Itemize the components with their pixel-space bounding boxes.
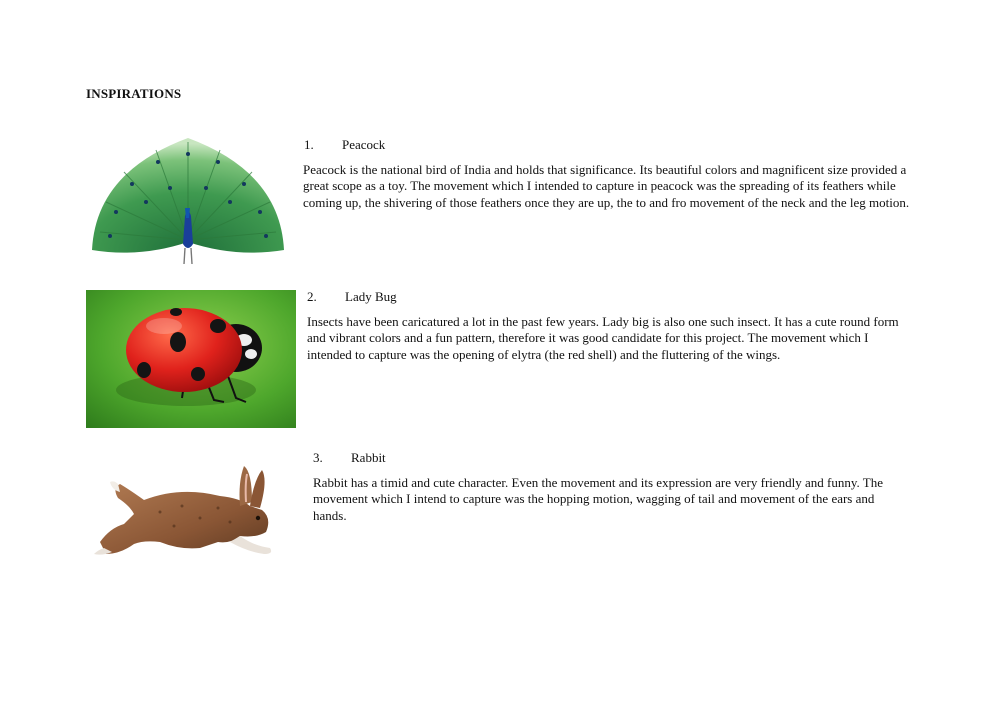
item-name: Peacock — [342, 137, 386, 152]
item-name: Lady Bug — [345, 289, 397, 304]
item-description: Rabbit has a timid and cute character. Even the movement and its expression are very friendly and funny. The movement which I intend to capture was the hopping motion, wagging of tail and movement of the ears and hands. — [313, 475, 884, 523]
item-heading — [304, 137, 385, 153]
ladybug-image — [86, 290, 296, 428]
item-number: 2. — [307, 289, 317, 304]
item-description: Insects have been caricatured a lot in the past few years. Lady big is also one such insect. It has a cute round form and vibrant colors and a fun pattern, therefore it was good candidate for this project. The movement which I intended to capture was the opening of elytra (the red shell) and the fluttering of the wings. — [307, 314, 899, 362]
item-name: Rabbit — [351, 450, 386, 465]
item-heading — [307, 289, 397, 305]
page-title: INSPIRATIONS — [86, 86, 182, 101]
peacock-image — [86, 132, 290, 266]
rabbit-image — [90, 462, 280, 558]
item-number: 3. — [313, 450, 323, 465]
item-description: Peacock is the national bird of India and holds that significance. Its beautiful colors and magnificent size provided a great scope as a toy. The movement which I intended to capture in peacock was the spreading of its feathers while coming up, the shivering of those feathers once they are up, the to and fro movement of the neck and the leg motion. — [303, 162, 910, 210]
item-heading — [313, 450, 386, 466]
item-number: 1. — [304, 137, 314, 152]
